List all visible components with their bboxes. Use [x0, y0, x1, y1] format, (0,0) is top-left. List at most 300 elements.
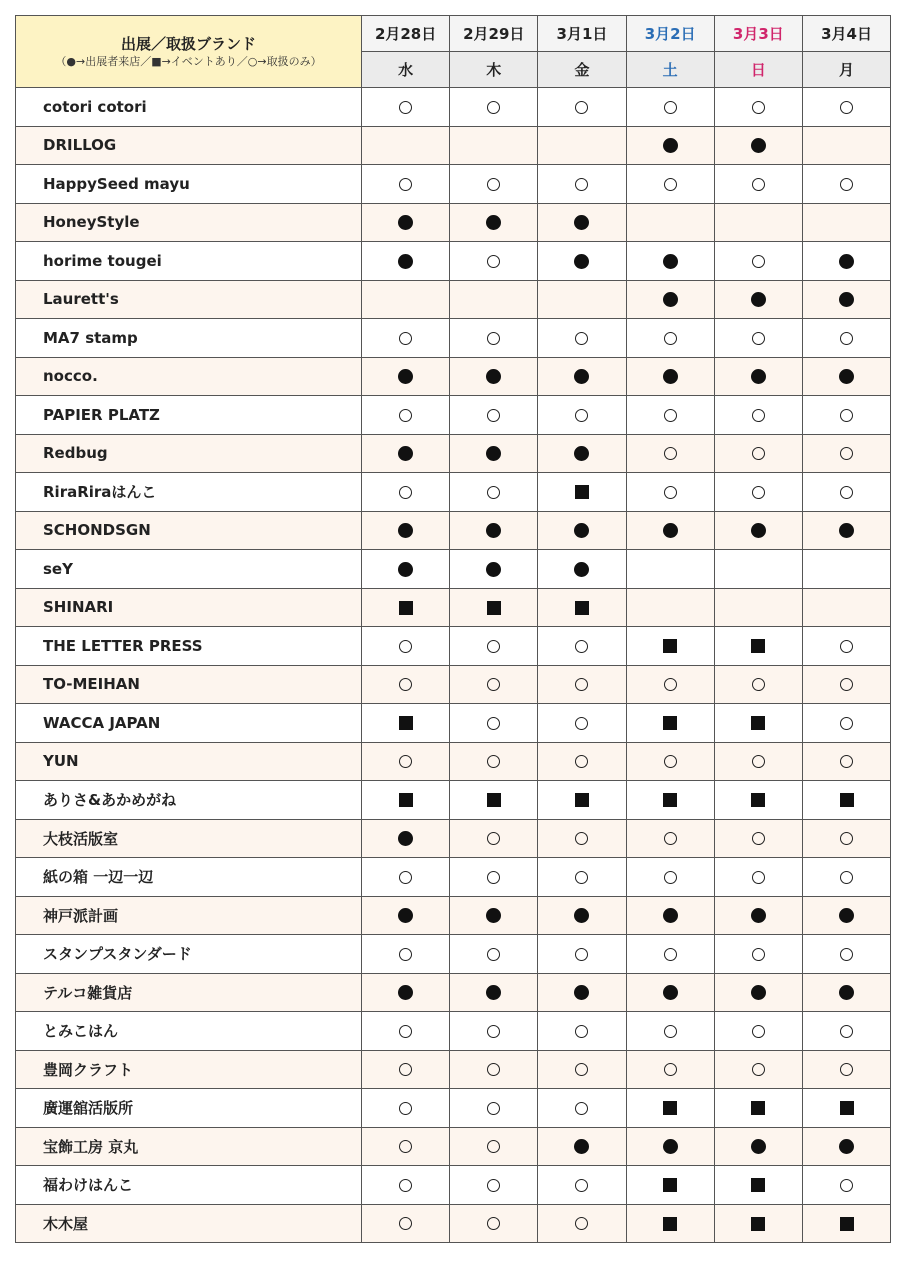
mark-cell: [362, 357, 450, 396]
date-header-1: 2月29日: [450, 16, 538, 52]
filled-square-icon: [663, 716, 677, 730]
mark-cell: [714, 858, 802, 897]
mark-cell: [362, 665, 450, 704]
mark-cell: [362, 858, 450, 897]
open-circle-icon: [840, 409, 853, 422]
filled-circle-icon: [486, 369, 501, 384]
weekday-header-5: 月: [802, 52, 890, 88]
brand-name: HappySeed mayu: [16, 165, 362, 204]
filled-square-icon: [751, 716, 765, 730]
filled-circle-icon: [398, 562, 413, 577]
mark-cell: [626, 781, 714, 820]
brand-name: 木木屋: [16, 1204, 362, 1243]
mark-cell: [714, 242, 802, 281]
filled-circle-icon: [486, 562, 501, 577]
filled-square-icon: [663, 1178, 677, 1192]
brand-name: 豊岡クラフト: [16, 1050, 362, 1089]
filled-square-icon: [575, 601, 589, 615]
table-row: [16, 280, 891, 319]
table-row: [16, 1089, 891, 1128]
open-circle-icon: [487, 178, 500, 191]
mark-cell: [714, 434, 802, 473]
table-row: [16, 396, 891, 435]
filled-circle-icon: [839, 985, 854, 1000]
mark-cell: [538, 819, 626, 858]
mark-cell: [714, 319, 802, 358]
open-circle-icon: [752, 832, 765, 845]
open-circle-icon: [575, 101, 588, 114]
open-circle-icon: [840, 678, 853, 691]
weekday-header-3: 土: [626, 52, 714, 88]
filled-square-icon: [399, 793, 413, 807]
open-circle-icon: [487, 948, 500, 961]
filled-circle-icon: [839, 908, 854, 923]
mark-cell: [802, 550, 890, 589]
filled-square-icon: [399, 716, 413, 730]
mark-cell: [802, 935, 890, 974]
filled-circle-icon: [839, 369, 854, 384]
mark-cell: [362, 1089, 450, 1128]
brand-name: 廣運舘活版所: [16, 1089, 362, 1128]
mark-cell: [802, 203, 890, 242]
filled-circle-icon: [574, 908, 589, 923]
filled-circle-icon: [398, 254, 413, 269]
open-circle-icon: [840, 332, 853, 345]
mark-cell: [802, 511, 890, 550]
filled-circle-icon: [486, 523, 501, 538]
mark-cell: [714, 1089, 802, 1128]
mark-cell: [626, 858, 714, 897]
table-row: [16, 742, 891, 781]
filled-square-icon: [663, 1101, 677, 1115]
mark-cell: [714, 1166, 802, 1205]
mark-cell: [802, 627, 890, 666]
open-circle-icon: [487, 678, 500, 691]
open-circle-icon: [840, 1025, 853, 1038]
open-circle-icon: [840, 948, 853, 961]
open-circle-icon: [399, 1025, 412, 1038]
filled-square-icon: [751, 1101, 765, 1115]
mark-cell: [450, 473, 538, 512]
mark-cell: [538, 1012, 626, 1051]
mark-cell: [450, 665, 538, 704]
brand-name: MA7 stamp: [16, 319, 362, 358]
filled-circle-icon: [751, 985, 766, 1000]
mark-cell: [362, 434, 450, 473]
mark-cell: [714, 165, 802, 204]
mark-cell: [626, 1166, 714, 1205]
table-row: [16, 665, 891, 704]
brand-name: スタンプスタンダード: [16, 935, 362, 974]
mark-cell: [802, 126, 890, 165]
open-circle-icon: [840, 178, 853, 191]
open-circle-icon: [575, 640, 588, 653]
mark-cell: [450, 550, 538, 589]
mark-cell: [450, 1166, 538, 1205]
open-circle-icon: [840, 447, 853, 460]
brand-header-legend: （●→出展者来店／■→イベントあり／○→取扱のみ）: [55, 54, 322, 68]
filled-circle-icon: [486, 215, 501, 230]
filled-circle-icon: [663, 1139, 678, 1154]
table-row: [16, 511, 891, 550]
mark-cell: [538, 742, 626, 781]
filled-circle-icon: [663, 369, 678, 384]
table-row: [16, 357, 891, 396]
table-row: [16, 819, 891, 858]
table-row: [16, 1127, 891, 1166]
mark-cell: [626, 473, 714, 512]
mark-cell: [714, 627, 802, 666]
open-circle-icon: [840, 640, 853, 653]
open-circle-icon: [664, 948, 677, 961]
filled-circle-icon: [839, 523, 854, 538]
table-row: [16, 781, 891, 820]
open-circle-icon: [664, 447, 677, 460]
table-row: [16, 935, 891, 974]
mark-cell: [362, 319, 450, 358]
mark-cell: [802, 588, 890, 627]
weekday-header-1: 木: [450, 52, 538, 88]
table-row: [16, 1204, 891, 1243]
mark-cell: [362, 1166, 450, 1205]
mark-cell: [626, 742, 714, 781]
brand-name: Laurett's: [16, 280, 362, 319]
mark-cell: [626, 203, 714, 242]
open-circle-icon: [664, 178, 677, 191]
mark-cell: [714, 511, 802, 550]
filled-circle-icon: [663, 908, 678, 923]
filled-square-icon: [751, 1217, 765, 1231]
mark-cell: [538, 511, 626, 550]
mark-cell: [362, 550, 450, 589]
mark-cell: [450, 896, 538, 935]
open-circle-icon: [840, 486, 853, 499]
mark-cell: [626, 511, 714, 550]
table-row: [16, 858, 891, 897]
mark-cell: [538, 973, 626, 1012]
mark-cell: [450, 165, 538, 204]
filled-square-icon: [575, 793, 589, 807]
open-circle-icon: [752, 1063, 765, 1076]
filled-square-icon: [487, 601, 501, 615]
mark-cell: [626, 1050, 714, 1089]
open-circle-icon: [840, 832, 853, 845]
mark-cell: [714, 357, 802, 396]
mark-cell: [802, 781, 890, 820]
open-circle-icon: [752, 948, 765, 961]
table-row: [16, 242, 891, 281]
table-row: [16, 1012, 891, 1051]
mark-cell: [362, 819, 450, 858]
mark-cell: [450, 357, 538, 396]
open-circle-icon: [487, 101, 500, 114]
brand-name: THE LETTER PRESS: [16, 627, 362, 666]
mark-cell: [802, 704, 890, 743]
mark-cell: [626, 126, 714, 165]
brand-name: SCHONDSGN: [16, 511, 362, 550]
mark-cell: [714, 819, 802, 858]
filled-circle-icon: [398, 369, 413, 384]
open-circle-icon: [664, 755, 677, 768]
open-circle-icon: [664, 332, 677, 345]
mark-cell: [802, 665, 890, 704]
open-circle-icon: [664, 101, 677, 114]
mark-cell: [450, 280, 538, 319]
open-circle-icon: [575, 1217, 588, 1230]
open-circle-icon: [752, 101, 765, 114]
mark-cell: [450, 242, 538, 281]
open-circle-icon: [575, 1063, 588, 1076]
header-date-row: [16, 16, 891, 52]
filled-circle-icon: [574, 369, 589, 384]
mark-cell: [802, 1166, 890, 1205]
open-circle-icon: [487, 1217, 500, 1230]
filled-circle-icon: [663, 523, 678, 538]
table-row: [16, 434, 891, 473]
open-circle-icon: [840, 755, 853, 768]
filled-circle-icon: [751, 908, 766, 923]
filled-circle-icon: [751, 369, 766, 384]
open-circle-icon: [487, 755, 500, 768]
mark-cell: [362, 126, 450, 165]
mark-cell: [450, 1204, 538, 1243]
mark-cell: [714, 396, 802, 435]
open-circle-icon: [399, 332, 412, 345]
mark-cell: [802, 819, 890, 858]
mark-cell: [626, 973, 714, 1012]
open-circle-icon: [840, 1179, 853, 1192]
brand-name: RiraRiraはんこ: [16, 473, 362, 512]
mark-cell: [626, 896, 714, 935]
mark-cell: [802, 742, 890, 781]
weekday-header-4: 日: [714, 52, 802, 88]
mark-cell: [538, 1050, 626, 1089]
mark-cell: [626, 819, 714, 858]
mark-cell: [626, 1127, 714, 1166]
open-circle-icon: [575, 755, 588, 768]
mark-cell: [802, 1204, 890, 1243]
mark-cell: [362, 511, 450, 550]
date-header-3: 3月2日: [626, 16, 714, 52]
mark-cell: [450, 434, 538, 473]
brand-schedule-table: [15, 15, 891, 1243]
mark-cell: [450, 858, 538, 897]
mark-cell: [626, 588, 714, 627]
mark-cell: [626, 396, 714, 435]
filled-circle-icon: [398, 446, 413, 461]
mark-cell: [802, 88, 890, 127]
filled-circle-icon: [751, 138, 766, 153]
open-circle-icon: [575, 409, 588, 422]
brand-name: YUN: [16, 742, 362, 781]
mark-cell: [714, 280, 802, 319]
mark-cell: [362, 280, 450, 319]
mark-cell: [362, 973, 450, 1012]
mark-cell: [714, 1050, 802, 1089]
filled-square-icon: [751, 639, 765, 653]
brand-name: PAPIER PLATZ: [16, 396, 362, 435]
filled-circle-icon: [839, 1139, 854, 1154]
filled-square-icon: [663, 639, 677, 653]
open-circle-icon: [399, 1217, 412, 1230]
filled-circle-icon: [574, 1139, 589, 1154]
mark-cell: [450, 781, 538, 820]
mark-cell: [362, 1012, 450, 1051]
open-circle-icon: [752, 409, 765, 422]
mark-cell: [714, 781, 802, 820]
table-row: [16, 973, 891, 1012]
open-circle-icon: [840, 1063, 853, 1076]
table-row: [16, 588, 891, 627]
mark-cell: [450, 88, 538, 127]
open-circle-icon: [840, 717, 853, 730]
filled-circle-icon: [663, 138, 678, 153]
mark-cell: [626, 357, 714, 396]
mark-cell: [802, 1012, 890, 1051]
brand-name: cotori cotori: [16, 88, 362, 127]
mark-cell: [626, 242, 714, 281]
mark-cell: [450, 1050, 538, 1089]
filled-square-icon: [751, 793, 765, 807]
mark-cell: [362, 473, 450, 512]
open-circle-icon: [840, 101, 853, 114]
mark-cell: [626, 704, 714, 743]
mark-cell: [538, 88, 626, 127]
mark-cell: [626, 935, 714, 974]
table-row: [16, 896, 891, 935]
mark-cell: [362, 742, 450, 781]
mark-cell: [714, 1127, 802, 1166]
open-circle-icon: [487, 1140, 500, 1153]
mark-cell: [714, 973, 802, 1012]
brand-name: 宝飾工房 京丸: [16, 1127, 362, 1166]
open-circle-icon: [575, 678, 588, 691]
brand-name: TO-MEIHAN: [16, 665, 362, 704]
mark-cell: [450, 704, 538, 743]
open-circle-icon: [840, 871, 853, 884]
open-circle-icon: [752, 486, 765, 499]
mark-cell: [538, 1166, 626, 1205]
filled-circle-icon: [398, 523, 413, 538]
mark-cell: [626, 165, 714, 204]
mark-cell: [450, 203, 538, 242]
weekday-header-0: 水: [362, 52, 450, 88]
mark-cell: [450, 588, 538, 627]
mark-cell: [362, 704, 450, 743]
mark-cell: [538, 280, 626, 319]
open-circle-icon: [575, 717, 588, 730]
open-circle-icon: [399, 1063, 412, 1076]
filled-circle-icon: [486, 985, 501, 1000]
mark-cell: [714, 742, 802, 781]
open-circle-icon: [752, 871, 765, 884]
open-circle-icon: [752, 332, 765, 345]
open-circle-icon: [399, 486, 412, 499]
mark-cell: [362, 896, 450, 935]
table-row: [16, 1166, 891, 1205]
mark-cell: [362, 627, 450, 666]
mark-cell: [362, 588, 450, 627]
filled-circle-icon: [574, 254, 589, 269]
mark-cell: [802, 357, 890, 396]
mark-cell: [626, 627, 714, 666]
mark-cell: [538, 1204, 626, 1243]
open-circle-icon: [575, 1179, 588, 1192]
open-circle-icon: [752, 1025, 765, 1038]
filled-circle-icon: [398, 985, 413, 1000]
open-circle-icon: [487, 1025, 500, 1038]
filled-square-icon: [487, 793, 501, 807]
table-row: [16, 319, 891, 358]
open-circle-icon: [575, 1025, 588, 1038]
mark-cell: [714, 473, 802, 512]
brand-name: HoneyStyle: [16, 203, 362, 242]
open-circle-icon: [399, 755, 412, 768]
mark-cell: [538, 126, 626, 165]
open-circle-icon: [399, 178, 412, 191]
mark-cell: [450, 627, 538, 666]
open-circle-icon: [575, 871, 588, 884]
table-row: [16, 627, 891, 666]
date-header-2: 3月1日: [538, 16, 626, 52]
mark-cell: [538, 242, 626, 281]
open-circle-icon: [399, 101, 412, 114]
filled-circle-icon: [398, 215, 413, 230]
date-header-4: 3月3日: [714, 16, 802, 52]
brand-name: 神戸派計画: [16, 896, 362, 935]
filled-circle-icon: [839, 292, 854, 307]
mark-cell: [802, 242, 890, 281]
mark-cell: [626, 1204, 714, 1243]
mark-cell: [714, 896, 802, 935]
mark-cell: [538, 1089, 626, 1128]
mark-cell: [626, 434, 714, 473]
mark-cell: [714, 588, 802, 627]
mark-cell: [538, 165, 626, 204]
mark-cell: [802, 858, 890, 897]
open-circle-icon: [664, 871, 677, 884]
mark-cell: [802, 396, 890, 435]
filled-circle-icon: [751, 1139, 766, 1154]
filled-circle-icon: [574, 215, 589, 230]
open-circle-icon: [664, 486, 677, 499]
table-row: [16, 473, 891, 512]
mark-cell: [538, 1127, 626, 1166]
filled-square-icon: [751, 1178, 765, 1192]
table-row: [16, 1050, 891, 1089]
table-row: [16, 704, 891, 743]
mark-cell: [714, 935, 802, 974]
table-row: [16, 126, 891, 165]
open-circle-icon: [487, 832, 500, 845]
mark-cell: [362, 781, 450, 820]
mark-cell: [538, 935, 626, 974]
mark-cell: [362, 1050, 450, 1089]
filled-square-icon: [840, 793, 854, 807]
filled-square-icon: [663, 1217, 677, 1231]
table-body: [16, 88, 891, 1243]
mark-cell: [538, 203, 626, 242]
date-header-0: 2月28日: [362, 16, 450, 52]
filled-circle-icon: [751, 292, 766, 307]
mark-cell: [362, 88, 450, 127]
mark-cell: [802, 434, 890, 473]
mark-cell: [450, 1012, 538, 1051]
mark-cell: [538, 357, 626, 396]
open-circle-icon: [399, 1102, 412, 1115]
brand-name: テルコ雑貨店: [16, 973, 362, 1012]
filled-square-icon: [663, 793, 677, 807]
